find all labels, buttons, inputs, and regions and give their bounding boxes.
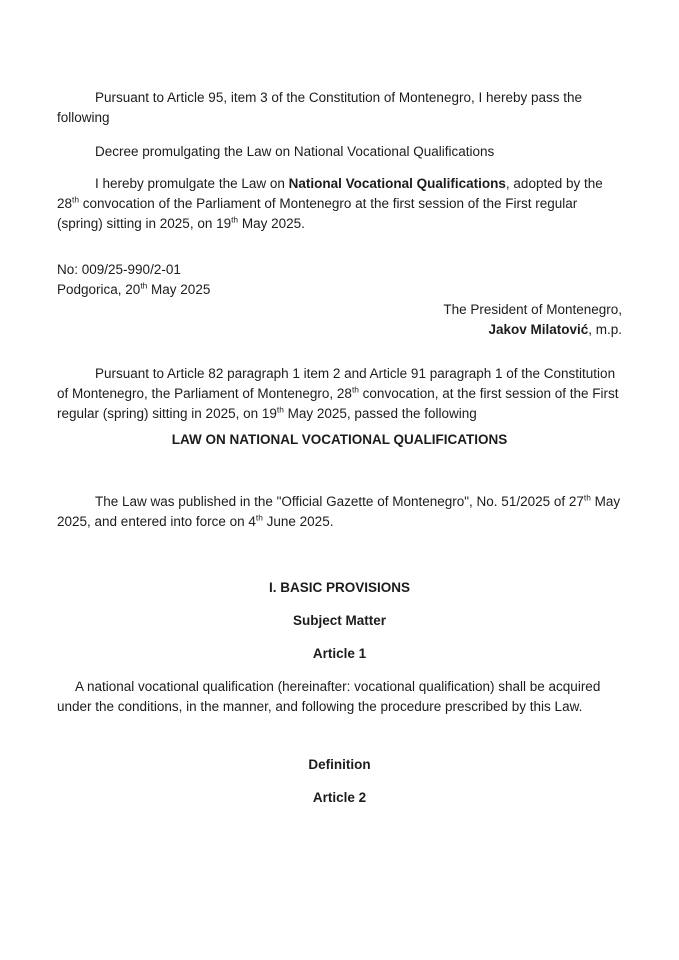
heading-article-1: Article 1 — [312, 646, 367, 661]
decree-number-line: No: 009/25-990/2-01 — [57, 262, 181, 277]
paragraph-decree-title: Decree promulgating the Law on National Vocational Qualifications — [95, 144, 495, 159]
signature-name: Jakov Milatović, m.p. — [488, 322, 622, 337]
heading-subject-matter: Subject Matter — [292, 613, 387, 628]
paragraph-promulgation: I hereby promulgate the Law on National Vocational Qualifications, adopted by the 28th convocation of the Parliament of Montenegro at the first session of the First regular (spring) sitting in 2025, on 19th May 2025. — [57, 176, 603, 231]
place-date-line: Podgorica, 20th May 2025 — [57, 280, 211, 297]
paragraph-pursuant-article-82: Pursuant to Article 82 paragraph 1 item 2 and Article 91 paragraph 1 of the Constitution of Montenegro, the Parliament of Montenegro, 28th convocation, at the first session of the First regular (spring) sitting in 2025, on 19th May 2025, passed the following — [57, 366, 619, 421]
paragraph-publication-note: The Law was published in the "Official Gazette of Montenegro", No. 51/2025 of 27th May 2025, and entered into force on 4th June 2025. — [57, 492, 621, 529]
paragraph-pursuant-article-95: Pursuant to Article 95, item 3 of the Constitution of Montenegro, I hereby pass the following — [57, 90, 583, 125]
signature-block — [57, 300, 622, 340]
heading-article-2: Article 2 — [312, 790, 367, 805]
heading-definition: Definition — [308, 757, 371, 772]
law-title-heading: LAW ON NATIONAL VOCATIONAL QUALIFICATIONS — [171, 432, 508, 447]
paragraph-article-1-text: A national vocational qualification (hereinafter: vocational qualification) shall be acquired under the conditions, in the manner, and following the procedure prescribed by this Law. — [57, 679, 601, 714]
section-heading-basic-provisions: I. BASIC PROVISIONS — [268, 580, 411, 595]
signature-title: The President of Montenegro, — [443, 302, 622, 317]
